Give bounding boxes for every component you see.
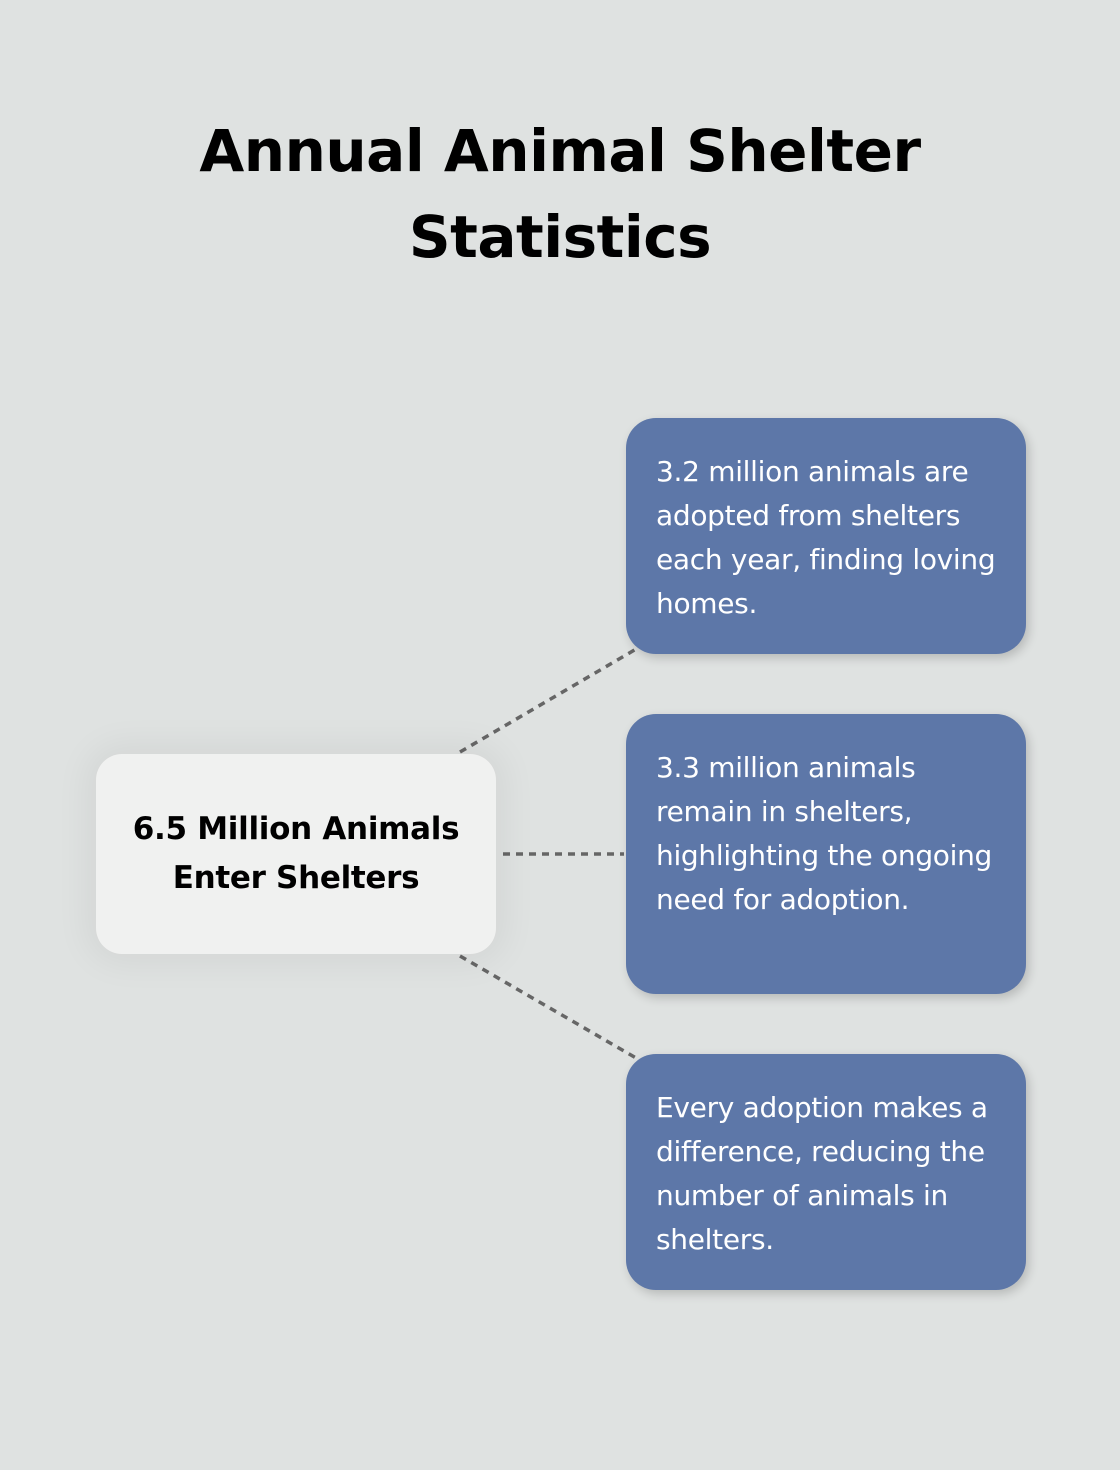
branch-card-difference bbox=[626, 1054, 1026, 1290]
branch-card-adopted bbox=[626, 418, 1026, 654]
center-node-label: 6.5 Million Animals Enter Shelters bbox=[132, 811, 460, 896]
connector-line-top bbox=[460, 645, 643, 752]
branch-card-remain bbox=[626, 714, 1026, 994]
diagram-title: Annual Animal Shelter Statistics bbox=[199, 117, 921, 271]
branch-card-text: Every adoption makes a difference, reducing the number of animals in shelters. bbox=[656, 1091, 988, 1256]
branch-card-text: 3.3 million animals remain in shelters, highlighting the ongoing need for adoption. bbox=[656, 751, 993, 916]
connector-line-bottom bbox=[460, 956, 643, 1062]
branch-card-text: 3.2 million animals are adopted from shelters each year, finding loving homes. bbox=[656, 455, 996, 620]
center-node bbox=[96, 754, 496, 954]
